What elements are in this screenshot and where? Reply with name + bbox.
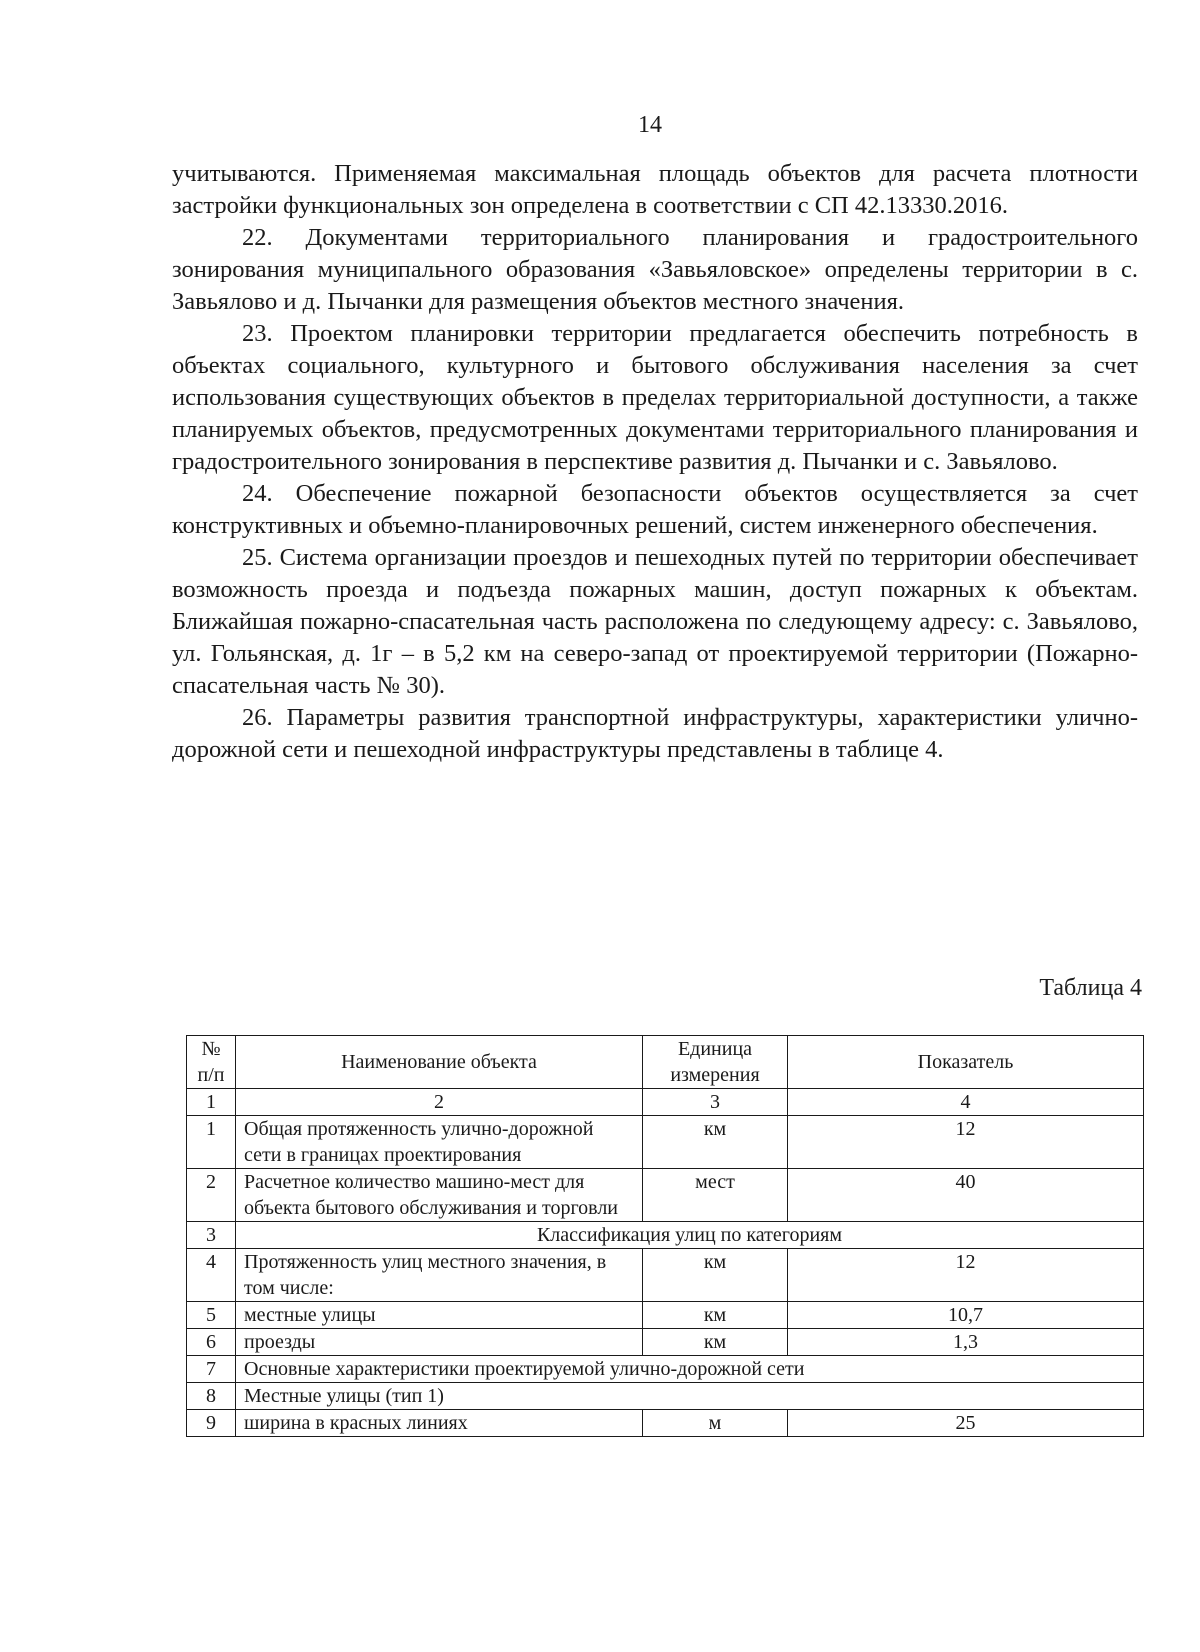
paragraph-23: 23. Проектом планировки территории предлагается обеспечить потребность в объектах социального, культурного и бытового обслуживания населения за счет использования существующих объектов в пределах территориальной доступности, а также планируемых объектов, предусмотренных документами территориального планирования и градостроительного зонирования в перспективе развития д. Пычанки и с. Завьялово. bbox=[172, 320, 1138, 475]
header-unit: Единица измерения bbox=[643, 1036, 788, 1089]
paragraph-continuation: учитываются. Применяемая максимальная площадь объектов для расчета плотности застройки функциональных зон определена в соответствии с СП 42.13330.2016. bbox=[172, 160, 1138, 219]
section-title: Классификация улиц по категориям bbox=[236, 1222, 1144, 1249]
row-name: Протяженность улиц местного значения, в том числе: bbox=[236, 1249, 643, 1302]
row-num: 7 bbox=[187, 1356, 236, 1383]
row-num: 6 bbox=[187, 1329, 236, 1356]
table-row bbox=[187, 1169, 1144, 1222]
paragraph-26: 26. Параметры развития транспортной инфраструктуры, характеристики улично-дорожной сети и пешеходной инфраструктуры представлены в таблице 4. bbox=[172, 704, 1138, 763]
header-num: № п/п bbox=[187, 1036, 236, 1089]
row-unit: км bbox=[643, 1302, 788, 1329]
column-number: 1 bbox=[187, 1089, 236, 1116]
row-name: проезды bbox=[236, 1329, 643, 1356]
table-caption: Таблица 4 bbox=[1039, 975, 1142, 1001]
row-value: 10,7 bbox=[788, 1302, 1144, 1329]
table-section-row bbox=[187, 1383, 1144, 1410]
row-name: Расчетное количество машино-мест для объекта бытового обслуживания и торговли bbox=[236, 1169, 643, 1222]
header-value: Показатель bbox=[788, 1036, 1144, 1089]
table-row bbox=[187, 1249, 1144, 1302]
column-number: 3 bbox=[643, 1089, 788, 1116]
row-num: 9 bbox=[187, 1410, 236, 1437]
column-number: 2 bbox=[236, 1089, 643, 1116]
row-num: 8 bbox=[187, 1383, 236, 1410]
row-num: 5 bbox=[187, 1302, 236, 1329]
row-value: 12 bbox=[788, 1249, 1144, 1302]
row-name: Общая протяженность улично-дорожной сети в границах проектирования bbox=[236, 1116, 643, 1169]
table-row bbox=[187, 1302, 1144, 1329]
row-name: ширина в красных линиях bbox=[236, 1410, 643, 1437]
paragraph-22: 22. Документами территориального планирования и градостроительного зонирования муниципального образования «Завьяловское» определены территории в с. Завьялово и д. Пычанки для размещения объектов местного значения. bbox=[172, 224, 1138, 315]
table-header-row bbox=[187, 1036, 1144, 1089]
row-name: местные улицы bbox=[236, 1302, 643, 1329]
row-unit: км bbox=[643, 1249, 788, 1302]
table-section-row bbox=[187, 1222, 1144, 1249]
row-unit: мест bbox=[643, 1169, 788, 1222]
header-name: Наименование объекта bbox=[236, 1036, 643, 1089]
column-number-row bbox=[187, 1089, 1144, 1116]
row-num: 1 bbox=[187, 1116, 236, 1169]
page-number: 14 bbox=[638, 112, 662, 138]
row-num: 3 bbox=[187, 1222, 236, 1249]
row-value: 1,3 bbox=[788, 1329, 1144, 1356]
body-text bbox=[172, 158, 1138, 766]
table-section-row bbox=[187, 1356, 1144, 1383]
paragraph-25: 25. Система организации проездов и пешеходных путей по территории обеспечивает возможность проезда и подъезда пожарных машин, доступ пожарных к объектам. Ближайшая пожарно-спасательная часть расположена по следующему адресу: с. Завьялово, ул. Гольянская, д. 1г – в 5,2 км на северо-запад от проектируемой территории (Пожарно-спасательная часть № 30). bbox=[172, 544, 1138, 699]
table-row bbox=[187, 1116, 1144, 1169]
row-unit: м bbox=[643, 1410, 788, 1437]
row-unit: км bbox=[643, 1329, 788, 1356]
row-value: 12 bbox=[788, 1116, 1144, 1169]
row-num: 4 bbox=[187, 1249, 236, 1302]
row-value: 25 bbox=[788, 1410, 1144, 1437]
parameters-table bbox=[186, 1035, 1144, 1437]
section-title: Основные характеристики проектируемой улично-дорожной сети bbox=[236, 1356, 1144, 1383]
column-number: 4 bbox=[788, 1089, 1144, 1116]
paragraph-24: 24. Обеспечение пожарной безопасности объектов осуществляется за счет конструктивных и объемно-планировочных решений, систем инженерного обеспечения. bbox=[172, 480, 1138, 539]
table-row bbox=[187, 1329, 1144, 1356]
row-num: 2 bbox=[187, 1169, 236, 1222]
section-title: Местные улицы (тип 1) bbox=[236, 1383, 1144, 1410]
row-unit: км bbox=[643, 1116, 788, 1169]
table-row bbox=[187, 1410, 1144, 1437]
row-value: 40 bbox=[788, 1169, 1144, 1222]
